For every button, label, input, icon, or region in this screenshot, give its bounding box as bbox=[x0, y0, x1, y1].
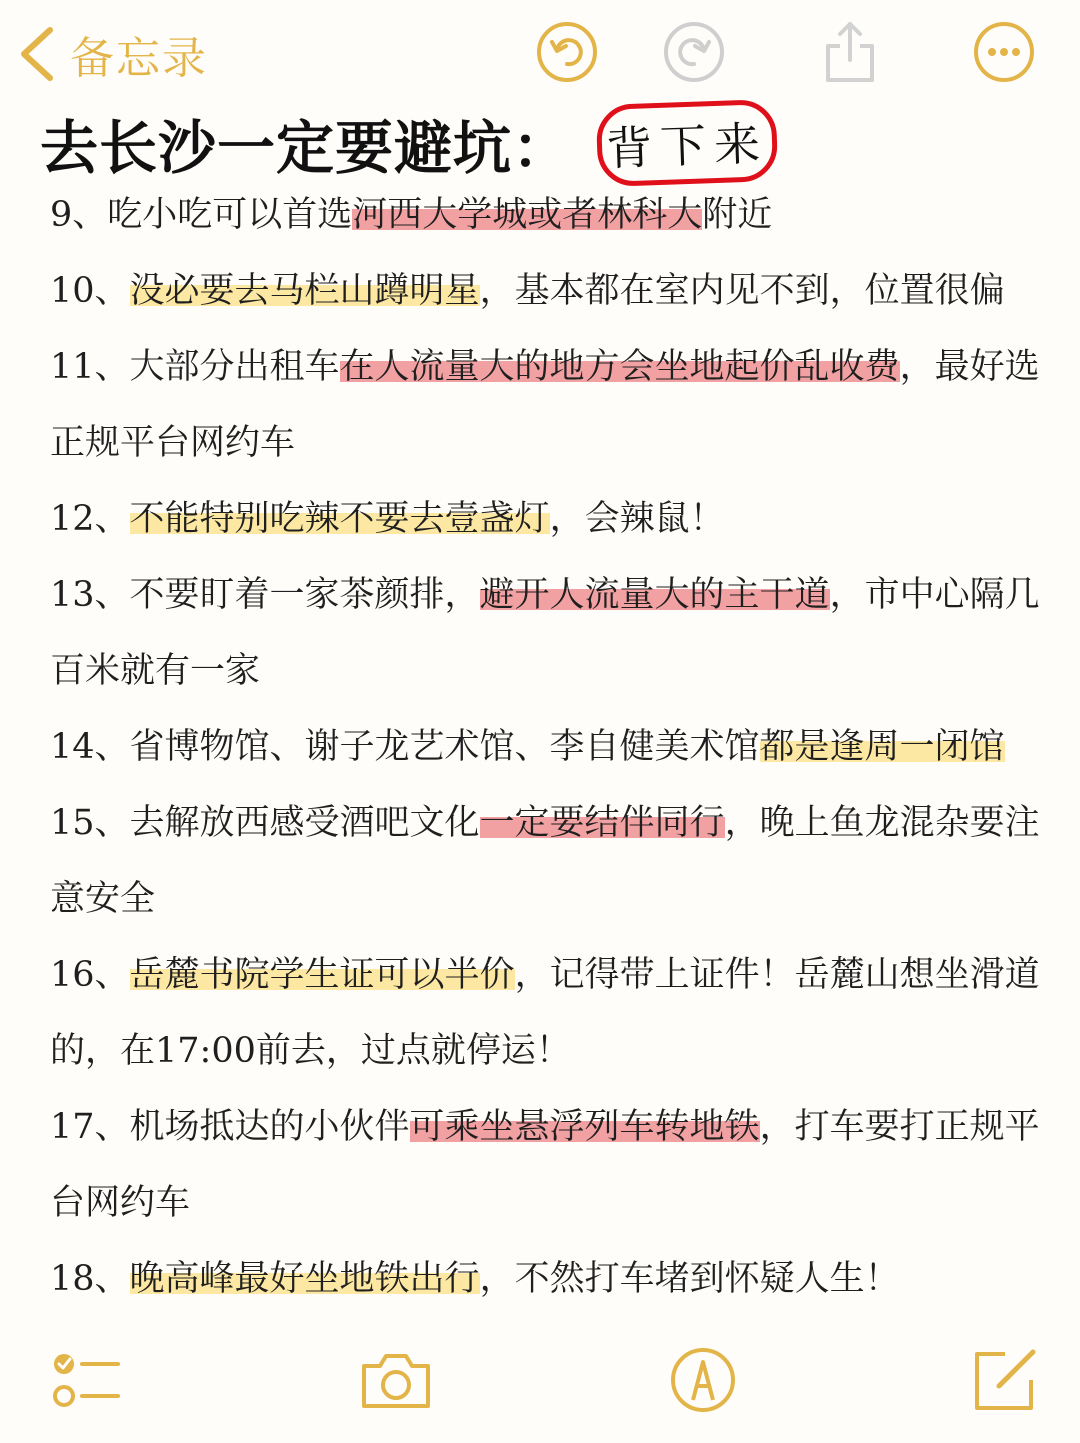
line-text: 意安全 bbox=[50, 879, 156, 919]
checklist-button[interactable] bbox=[48, 1340, 128, 1420]
line-text: ，不然打车堵到怀疑人生！ bbox=[479, 1259, 900, 1299]
share-button[interactable] bbox=[818, 20, 882, 84]
tip-line bbox=[50, 253, 1040, 329]
compose-icon bbox=[965, 1340, 1045, 1420]
highlight-red: 可乘坐悬浮列车转地铁 bbox=[409, 1107, 760, 1147]
chevron-left-icon bbox=[14, 24, 60, 84]
tip-line bbox=[50, 1089, 1040, 1165]
markup-icon bbox=[663, 1340, 743, 1420]
undo-button[interactable] bbox=[535, 20, 599, 84]
note-title-row bbox=[40, 100, 777, 185]
line-text: 正规平台网约车 bbox=[50, 423, 296, 463]
tip-line bbox=[50, 557, 1040, 633]
more-button[interactable] bbox=[972, 20, 1036, 84]
line-text: ，打车要打正规平 bbox=[759, 1107, 1040, 1147]
tip-line bbox=[50, 861, 1040, 937]
compose-button[interactable] bbox=[965, 1340, 1045, 1420]
redo-icon bbox=[662, 20, 726, 84]
tip-line bbox=[50, 1241, 1040, 1317]
share-icon bbox=[818, 20, 882, 84]
line-text: 16、 bbox=[50, 955, 130, 995]
top-toolbar bbox=[0, 0, 1080, 105]
line-text: 12、 bbox=[50, 499, 130, 539]
back-button[interactable] bbox=[14, 22, 208, 86]
tip-line bbox=[50, 937, 1040, 1013]
camera-icon bbox=[356, 1340, 436, 1420]
line-text: ，最好选 bbox=[899, 347, 1040, 387]
tip-line bbox=[50, 709, 1040, 785]
checklist-icon bbox=[48, 1340, 128, 1420]
tip-line bbox=[50, 177, 1040, 253]
highlight-yellow: 岳麓书院学生证可以半价 bbox=[129, 955, 515, 995]
line-text: 台网约车 bbox=[50, 1183, 191, 1223]
camera-button[interactable] bbox=[356, 1340, 436, 1420]
highlight-yellow: 不能特别吃辣不要去壹盏灯 bbox=[129, 499, 550, 539]
back-label: 备忘录 bbox=[70, 33, 208, 84]
line-text: 13、不要盯着一家茶颜排， bbox=[50, 575, 480, 615]
line-text: 18、 bbox=[50, 1259, 130, 1299]
line-text: ，市中心隔几 bbox=[829, 575, 1040, 615]
highlight-yellow: 都是逢周一闭馆 bbox=[759, 727, 1005, 767]
line-text: 11、大部分出租车 bbox=[50, 347, 340, 387]
highlight-red: 避开人流量大的主干道 bbox=[479, 575, 830, 615]
highlight-yellow: 晚高峰最好坐地铁出行 bbox=[129, 1259, 480, 1299]
tip-line bbox=[50, 481, 1040, 557]
tip-line bbox=[50, 405, 1040, 481]
line-text: 15、去解放西感受酒吧文化 bbox=[50, 803, 480, 843]
line-text: ，基本都在室内见不到，位置很偏 bbox=[479, 271, 1005, 311]
redo-button[interactable] bbox=[662, 20, 726, 84]
line-text: 百米就有一家 bbox=[50, 651, 261, 691]
tip-line bbox=[50, 329, 1040, 405]
line-text: 9、吃小吃可以首选 bbox=[50, 195, 353, 235]
note-body[interactable] bbox=[50, 177, 1040, 1317]
line-text: 的，在17:00前去，过点就停运！ bbox=[50, 1031, 571, 1071]
tip-line bbox=[50, 1013, 1040, 1089]
tip-line bbox=[50, 1165, 1040, 1241]
bottom-toolbar bbox=[0, 1330, 1080, 1443]
line-text: ，晚上鱼龙混杂要注 bbox=[724, 803, 1040, 843]
markup-button[interactable] bbox=[663, 1340, 743, 1420]
note-title: 去长沙一定要避坑： bbox=[40, 113, 572, 182]
highlight-yellow: 没必要去马栏山蹲明星 bbox=[129, 271, 480, 311]
highlight-red: 一定要结伴同行 bbox=[479, 803, 725, 843]
circled-stamp: 背下来 bbox=[596, 98, 779, 186]
line-text: 附近 bbox=[702, 195, 773, 235]
highlight-red: 河西大学城或者林科大 bbox=[352, 195, 703, 235]
undo-icon bbox=[535, 20, 599, 84]
tip-line bbox=[50, 785, 1040, 861]
tip-line bbox=[50, 633, 1040, 709]
line-text: 10、 bbox=[50, 271, 130, 311]
more-icon bbox=[972, 20, 1036, 84]
line-text: 17、机场抵达的小伙伴 bbox=[50, 1107, 410, 1147]
line-text: ，记得带上证件！岳麓山想坐滑道 bbox=[514, 955, 1040, 995]
line-text: 14、省博物馆、谢子龙艺术馆、李自健美术馆 bbox=[50, 727, 760, 767]
highlight-red: 在人流量大的地方会坐地起价乱收费 bbox=[339, 347, 900, 387]
line-text: ，会辣鼠！ bbox=[549, 499, 725, 539]
